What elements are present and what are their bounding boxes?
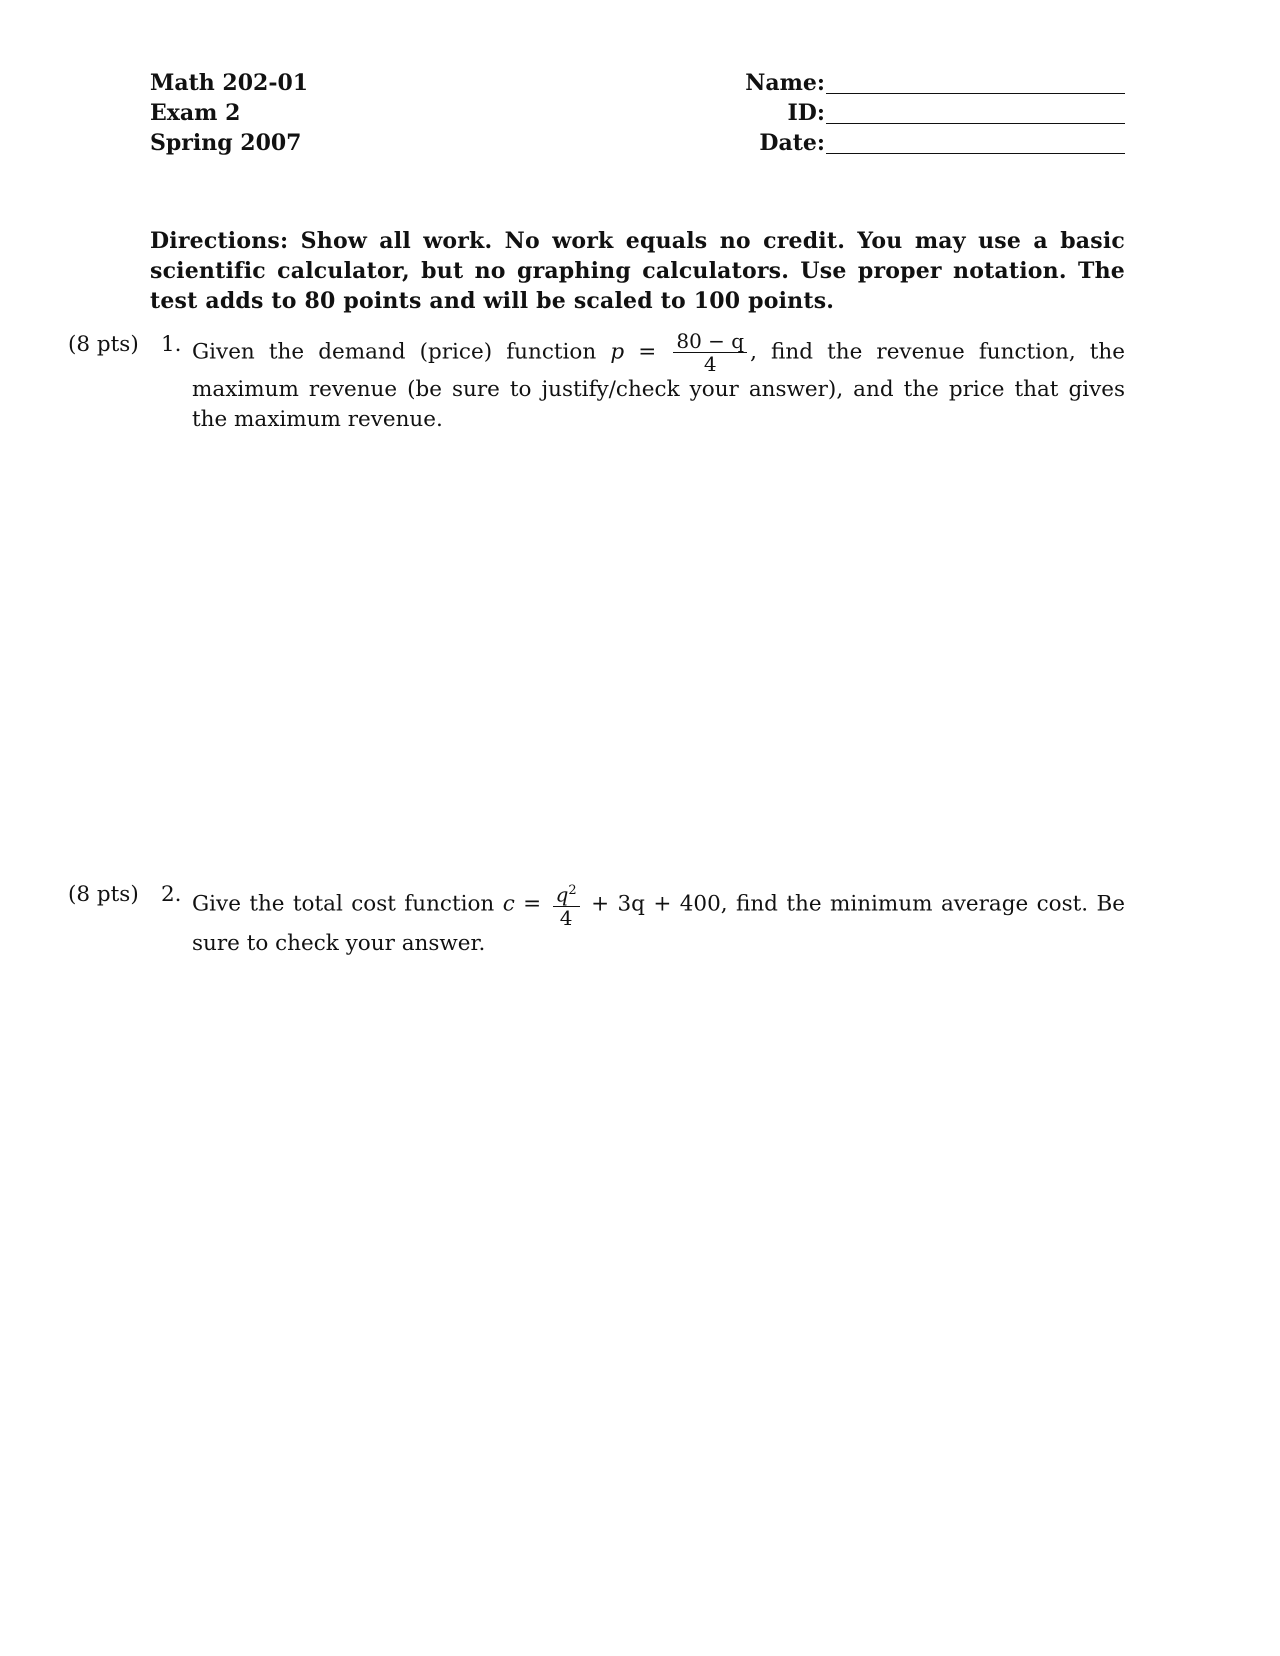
problem-text-before: Give the total cost function xyxy=(192,891,495,917)
name-field[interactable] xyxy=(826,69,1125,94)
problem-number: 1. xyxy=(161,332,182,357)
numerator-base: q xyxy=(555,882,569,907)
term: Spring 2007 xyxy=(150,130,302,156)
id-field[interactable] xyxy=(826,99,1125,124)
cost-fraction xyxy=(553,880,580,929)
problem-points: (8 pts) xyxy=(68,332,139,357)
id-label: ID: xyxy=(787,100,825,126)
name-label: Name: xyxy=(745,70,825,96)
name-row xyxy=(690,68,1125,98)
fraction-numerator: 80 − q xyxy=(673,330,747,353)
id-row xyxy=(690,98,1125,128)
demand-fraction xyxy=(673,330,747,375)
problem-1 xyxy=(68,330,1125,435)
problem-number: 2. xyxy=(161,882,182,907)
exam-title: Exam 2 xyxy=(150,100,241,126)
course-title: Math 202-01 xyxy=(150,70,309,96)
fraction-denominator: 4 xyxy=(559,905,573,930)
variable-c: c xyxy=(502,891,515,917)
numerator-exponent: 2 xyxy=(568,883,577,898)
fraction-numerator xyxy=(553,880,580,907)
problem-text xyxy=(192,880,1125,959)
problem-text-after: , find the revenue function, the maximum revenue (be sure to justify/check your answer), and the price that gives the maximum revenue. xyxy=(192,339,1125,432)
directions: Directions: Show all work. No work equals no credit. You may use a basic scientific calculator, but no graphing calculators. Use proper notation. The test adds to 80 points and will be scaled to 100 points. xyxy=(150,228,1125,314)
equals-sign: = xyxy=(523,891,542,917)
problem-text-before: Given the demand (price) function xyxy=(192,339,597,365)
equals-sign: = xyxy=(638,339,657,365)
problem-text-after: + 3q + 400, find the minimum average cost. Be sure to check your answer. xyxy=(192,891,1126,956)
problem-text xyxy=(192,330,1125,435)
date-label: Date: xyxy=(759,130,825,156)
course-info xyxy=(150,68,308,158)
problem-2 xyxy=(68,880,1125,959)
date-field[interactable] xyxy=(826,129,1125,154)
variable-p: p xyxy=(610,339,625,365)
date-row xyxy=(690,128,1125,158)
fraction-denominator: 4 xyxy=(703,352,717,376)
problem-points: (8 pts) xyxy=(68,882,139,907)
student-info xyxy=(690,68,1125,158)
